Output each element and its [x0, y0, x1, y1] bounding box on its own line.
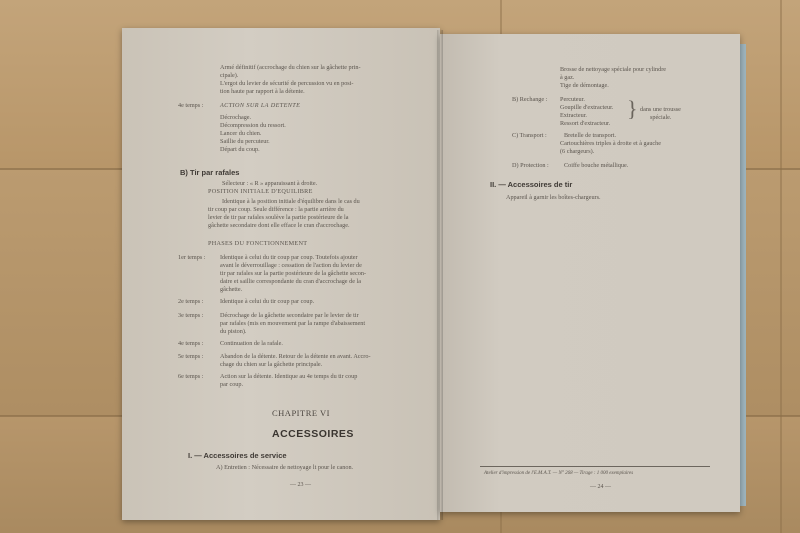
list-item: Ressort d'extracteur. — [560, 120, 611, 127]
text-line: Bretelle de transport. — [564, 132, 617, 139]
chapter-title: ACCESSOIRES — [272, 428, 354, 440]
cover-edge — [740, 44, 746, 506]
text-line: du piston). — [220, 328, 247, 335]
step-label: 2e temps : — [178, 298, 204, 305]
text-line: cipale). — [220, 72, 239, 79]
left-page — [122, 28, 440, 520]
footer-rule — [480, 466, 710, 467]
chapter-number: CHAPITRE VI — [272, 408, 330, 418]
step-label: 4e temps : — [178, 340, 204, 347]
text-line: Identique à celui du tir coup par coup. Toutefois ajouter — [220, 254, 358, 261]
section-heading: II. — Accessoires de tir — [490, 180, 573, 189]
text-line: Cartouchières triples à droite et à gauche — [560, 140, 662, 147]
step-title: ACTION SUR LA DETENTE — [220, 102, 301, 109]
text-line: avant le déverrouillage : cessation de l'action du levier de — [220, 262, 362, 269]
text-line: gâchette. — [220, 286, 243, 293]
text-line: Continuation de la rafale. — [220, 340, 283, 347]
text-line: Identique à celui du tir coup par coup. — [220, 298, 315, 305]
section-heading: I. — Accessoires de service — [188, 451, 287, 460]
item-label: D) Protection : — [512, 162, 549, 169]
text-line: Coiffe bouche métallique. — [564, 162, 629, 169]
list-item: Percuteur. — [560, 96, 585, 103]
text-line: gâchette secondaire dont elle efface le cran d'accrochage. — [208, 222, 350, 229]
list-item: Décompression du ressort. — [220, 122, 286, 129]
right-page — [440, 34, 740, 512]
text-line: Armé définitif (accrochage du chien sur la gâchette prin- — [220, 64, 361, 71]
list-item: Goupille d'extracteur. — [560, 104, 614, 111]
text-line: spéciale. — [650, 114, 672, 121]
page-number: — 24 — — [590, 484, 611, 490]
text-line: Décrochage de la gâchette secondaire par le levier de tir — [220, 312, 359, 319]
text-line: levier de tir par rafales soulève la partie postérieure de la — [208, 214, 349, 221]
list-item: Lancer du chien. — [220, 130, 262, 137]
text-line: A) Entretien : Nécessaire de nettoyage lt pour le canon. — [216, 464, 354, 471]
book-spine — [437, 30, 443, 520]
text-line: Sélecteur : « R » apparaissant à droite. — [222, 180, 318, 187]
section-heading: B) Tir par rafales — [180, 168, 240, 177]
text-line: L'ergot du levier de sécurité de percussion vu en posi- — [220, 80, 354, 87]
step-label: 4e temps : — [178, 102, 204, 109]
text-line: chage du chien sur la gâchette principale. — [220, 361, 323, 368]
text-line: dans une trousse — [640, 106, 681, 113]
text-line: Abandon de la détente. Retour de la détente en avant. Accro- — [220, 353, 371, 360]
list-item: Départ du coup. — [220, 146, 260, 153]
text-line: tion haute par rapport à la détente. — [220, 88, 305, 95]
item-label: C) Transport : — [512, 132, 547, 139]
text-line: Brosse de nettoyage spéciale pour cylindre — [560, 66, 667, 73]
text-line: Tige de démontage. — [560, 82, 609, 89]
item-label: B) Rechange : — [512, 96, 548, 103]
page-number: — 23 — — [290, 482, 311, 488]
printer-footer: Atelier d'impression de l'E.M.A.T. — N° 268 — Tirage : 1 000 exemplaires — [484, 471, 634, 476]
subheading: PHASES DU FONCTIONNEMENT — [208, 240, 308, 247]
list-item: Saillie du percuteur. — [220, 138, 270, 145]
brace-glyph: } — [627, 96, 638, 121]
step-label: 5e temps : — [178, 353, 204, 360]
step-label: 3e temps : — [178, 312, 204, 319]
list-item: Décrochage. — [220, 114, 252, 121]
text-line: à gaz. — [560, 74, 575, 81]
text-line: Appareil à garnir les boîtes-chargeurs. — [506, 194, 601, 201]
list-item: Extracteur. — [560, 112, 587, 119]
step-label: 6e temps : — [178, 373, 204, 380]
step-label: 1er temps : — [178, 254, 206, 261]
text-line: tir par rafales sur la partie postérieure de la gâchette secon- — [220, 270, 367, 277]
text-line: daire et saillie correspondante du cran d'accrochage de la — [220, 278, 361, 285]
text-line: tir coup par coup. Seule différence : la partie arrière du — [208, 206, 344, 213]
text-line: Action sur la détente. Identique au 4e temps du tir coup — [220, 373, 358, 380]
text-line: par rafales (mis en mouvement par la rampe d'abaissement — [220, 320, 366, 327]
wood-seam — [780, 0, 782, 533]
text-line: Identique à la position initiale d'équilibre dans le cas du — [222, 198, 360, 205]
text-line: (6 chargeurs). — [560, 148, 595, 155]
text-line: par coup. — [220, 381, 244, 388]
subheading: POSITION INITIALE D'EQUILIBRE — [208, 188, 313, 195]
